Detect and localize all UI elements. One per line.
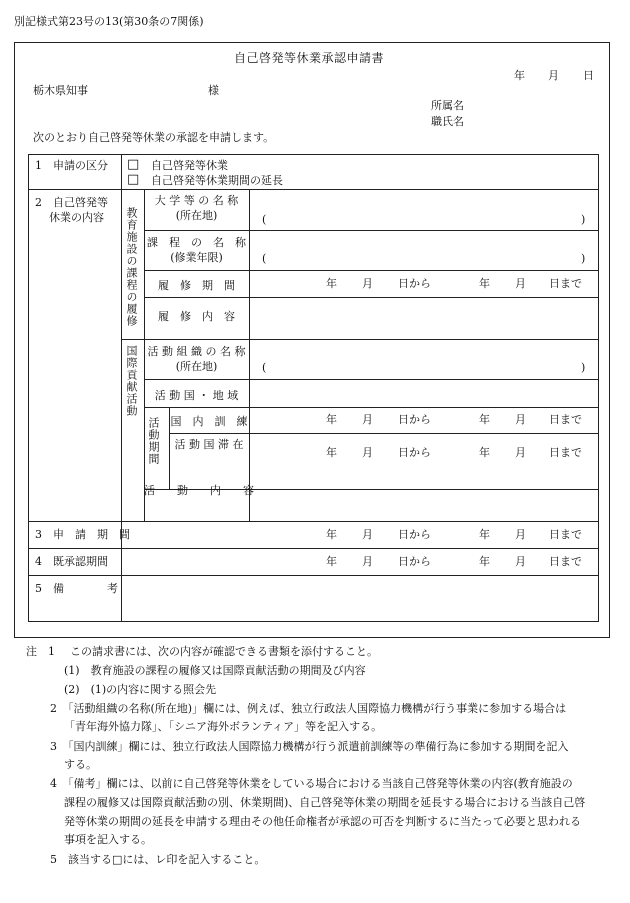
period-end-month: 月 [515, 555, 526, 568]
row2-label-line1: 2 自己啓発等 [35, 196, 108, 209]
period-end-year: 年 [479, 413, 490, 426]
period-end-month: 月 [515, 528, 526, 541]
row-divider [169, 433, 598, 434]
option-leave: 自己啓発等休業 [151, 159, 228, 172]
option-extension: 自己啓発等休業期間の延長 [151, 174, 283, 187]
department-label: 所属名 [431, 99, 464, 112]
label-column-divider [121, 155, 122, 621]
period-from: 日から [398, 446, 431, 459]
period-end-month: 月 [515, 413, 526, 426]
edu-group-label: 教育施設の課程の履修 [125, 207, 138, 327]
edu-school-label [144, 193, 249, 224]
row-divider [144, 379, 598, 380]
row-divider [29, 189, 598, 190]
approved-period-value [29, 556, 598, 568]
period-to: 日まで [549, 528, 582, 541]
addressee: 栃木県知事 [33, 84, 88, 97]
note-1-2: (2) (1)の内容に関する照会先 [64, 683, 217, 696]
row-divider [144, 297, 598, 298]
application-table [28, 154, 599, 622]
note-2-b: 「青年海外協力隊」、「シニア海外ボランティア」等を記入する。 [64, 720, 383, 733]
period-start-month: 月 [362, 446, 373, 459]
period-start-year: 年 [326, 277, 337, 290]
period-start-year: 年 [326, 528, 337, 541]
row-divider [144, 270, 598, 271]
note-4-a: 4 「備考」欄には、以前に自己啓発等休業をしている場合における当該自己啓発等休業の内容(教育施設の [50, 777, 573, 790]
period-to: 日まで [549, 555, 582, 568]
row1-label: 1 申請の区分 [35, 159, 108, 172]
note-4-c: 発等休業の期間の延長を申請する理由その他任命権者が承認の可否を判断するに当たって必要と思われる [64, 815, 581, 828]
note-1: この請求書には、次の内容が確認できる書類を添付すること。 [70, 645, 378, 658]
period-start-month: 月 [362, 277, 373, 290]
intro-text: 次のとおり自己啓発等休業の承認を申請します。 [33, 131, 275, 144]
edu-school-line2: (所在地) [175, 209, 218, 223]
edu-course-label [144, 235, 249, 266]
intl-group-label: 国際貢献活動 [125, 345, 138, 417]
row5-label-end: 考 [107, 582, 118, 595]
row3-label: 3 申 請 期 間 [35, 528, 130, 541]
row-divider [144, 407, 598, 408]
intl-content-label: 活 動 内 容 [144, 484, 254, 497]
intl-period-group-label: 活動期間 [147, 417, 160, 465]
edu-course-line2: (修業年限) [170, 251, 223, 265]
form-number: 別記様式第23号の13(第30条の7関係) [14, 15, 204, 28]
note-1-1: (1) 教育施設の課程の履修又は国際貢献活動の期間及び内容 [64, 664, 366, 677]
note-3-b: する。 [64, 758, 97, 771]
date-day: 日 [583, 69, 594, 82]
intl-org-line1: 活 動 組 織 の 名 称 [147, 345, 246, 358]
date-month: 月 [548, 69, 559, 82]
note-1-prefix: 注 1 [26, 645, 55, 658]
edu-period-label: 履 修 期 間 [158, 279, 235, 292]
intl-org-paren-close: ) [581, 361, 586, 374]
intl-abroad-label: 活 動 国 滞 在 [174, 438, 244, 451]
edu-period-value [29, 278, 598, 290]
period-from: 日から [398, 413, 431, 426]
period-from: 日から [398, 555, 431, 568]
intl-org-paren-open: ( [262, 361, 267, 374]
edu-course-paren-close: ) [581, 252, 586, 265]
edu-school-paren-open: ( [262, 213, 267, 226]
period-to: 日まで [549, 446, 582, 459]
period-end-year: 年 [479, 555, 490, 568]
period-end-month: 月 [515, 446, 526, 459]
row-divider [144, 230, 598, 231]
edu-school-line1: 大 学 等 の 名 称 [154, 194, 239, 207]
intl-org-line2: (所在地) [175, 360, 218, 374]
edu-school-paren-close: ) [581, 213, 586, 226]
period-start-month: 月 [362, 413, 373, 426]
checkbox-leave[interactable]: □ [127, 157, 140, 172]
row-divider [29, 575, 598, 576]
period-start-year: 年 [326, 555, 337, 568]
note-3-a: 3 「国内訓練」欄には、独立行政法人国際協力機構が行う派遣前訓練等の準備行為に参加する期間を記入 [50, 740, 569, 753]
intl-abroad-period-value [29, 447, 598, 459]
period-to: 日まで [549, 277, 582, 290]
period-to: 日まで [549, 413, 582, 426]
intl-country-label: 活 動 国 ・ 地 域 [154, 389, 239, 402]
note-2-a: 2 「活動組織の名称(所在地)」欄には、例えば、独立行政法人国際協力機構が行う事業に参加する場合は [50, 702, 567, 715]
edu-content-label: 履 修 内 容 [158, 310, 235, 323]
period-start-year: 年 [326, 413, 337, 426]
period-from: 日から [398, 277, 431, 290]
period-from: 日から [398, 528, 431, 541]
edu-course-paren-open: ( [262, 252, 267, 265]
period-end-year: 年 [479, 446, 490, 459]
intl-domestic-period-value [29, 414, 598, 426]
form-title: 自己啓発等休業承認申請書 [234, 51, 385, 65]
note-4-b: 課程の履修又は国際貢献活動の別、休業期間)、自己啓発等休業の期間を延長する場合における当該自己啓 [64, 796, 586, 809]
period-start-month: 月 [362, 555, 373, 568]
date-year: 年 [514, 69, 525, 82]
period-start-year: 年 [326, 446, 337, 459]
edu-course-line1: 課 程 の 名 称 [147, 236, 246, 249]
intl-domestic-label: 国 内 訓 練 [170, 415, 248, 428]
intl-org-label [144, 344, 249, 375]
addressee-honorific: 様 [208, 84, 219, 97]
value-column-divider [249, 189, 250, 521]
row-divider [121, 339, 598, 340]
row-divider [29, 521, 598, 522]
name-label: 職氏名 [431, 115, 464, 128]
row5-label: 5 備 [35, 582, 64, 595]
row2-label-line2: 休業の内容 [49, 211, 104, 224]
period-start-month: 月 [362, 528, 373, 541]
row4-label: 4 既承認期間 [35, 555, 108, 568]
period-end-year: 年 [479, 277, 490, 290]
checkbox-extension[interactable]: □ [127, 172, 140, 187]
application-period-value [29, 529, 598, 541]
note-4-d: 事項を記入する。 [64, 833, 152, 846]
period-end-month: 月 [515, 277, 526, 290]
note-5: 5 該当する□には、レ印を記入すること。 [50, 853, 266, 866]
period-end-year: 年 [479, 528, 490, 541]
row-divider [29, 548, 598, 549]
